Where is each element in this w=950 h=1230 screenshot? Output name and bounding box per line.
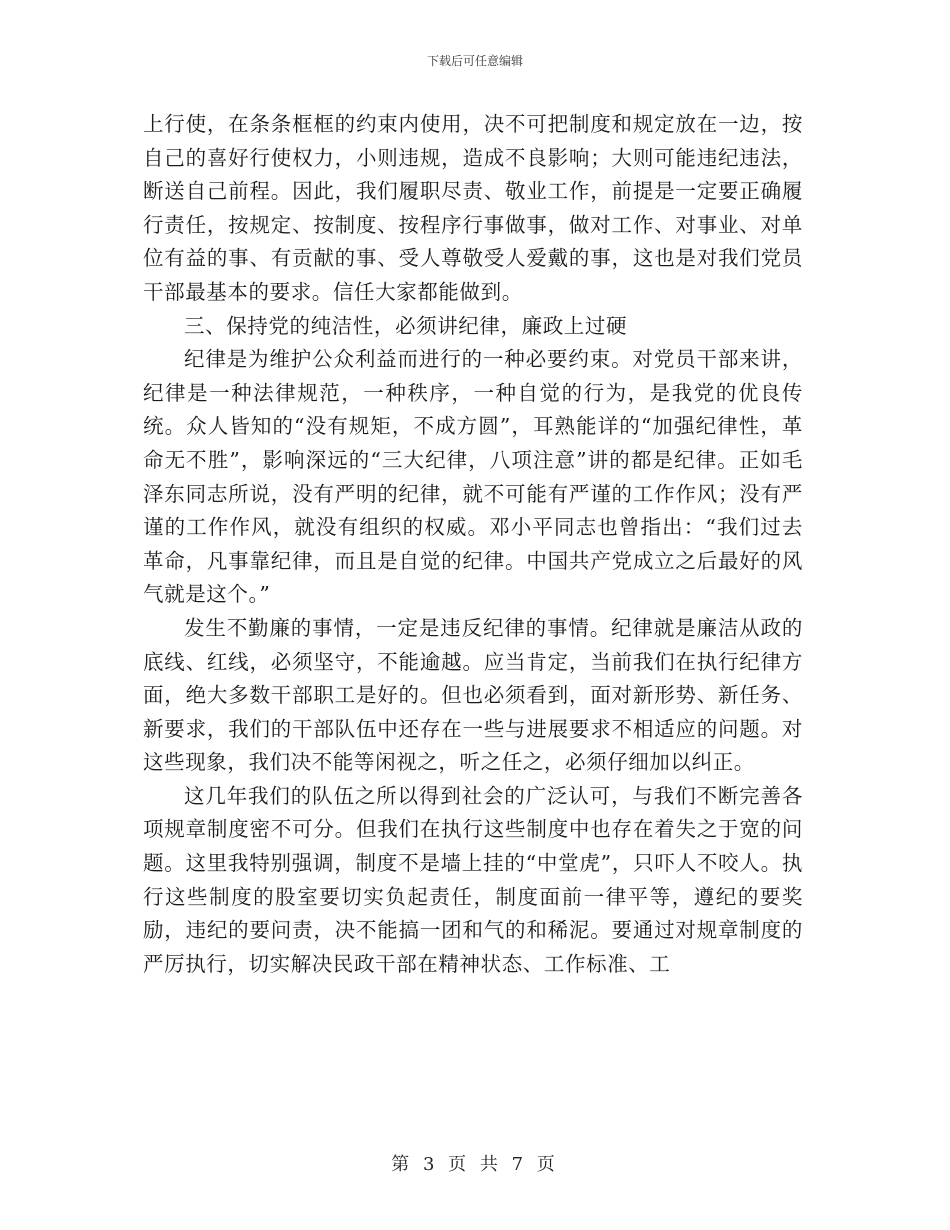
page-header: 下载后可任意编辑 xyxy=(426,54,523,68)
paragraph: 纪律是为维护公众利益而进行的一种必要约束。对党员干部来讲，纪律是一种法律规范，一种秩序，一种自觉的行为，是我党的优良传统。众人皆知的“没有规矩，不成方圆”，耳熟能详的“加强纪律性，革命无不胜”，影响深远的“三大纪律，八项注意”讲的都是纪律。正如毛泽东同志所说，没有严明的纪律，就不可能有严谨的工作作风；没有严谨的工作作风，就没有组织的权威。邓小平同志也曾指出：“我们过去革命，凡事靠纪律，而且是自觉的纪律。中国共产党成立之后最好的风气就是这个。” xyxy=(143,347,803,607)
paragraph-continuation: 上行使，在条条框框的约束内使用，决不可把制度和规定放在一边，按自己的喜好行使权力，小则违规，造成不良影响；大则可能违纪违法，断送自己前程。因此，我们履职尽责、敬业工作，前提是一定要正确履行责任，按规定、按制度、按程序行事做事，做对工作、对事业、对单位有益的事、有贡献的事、受人尊敬受人爱戴的事，这也是对我们党员干部最基本的要求。信任大家都能做到。 xyxy=(143,112,803,304)
document-body xyxy=(143,108,803,981)
paragraph: 这几年我们的队伍之所以得到社会的广泛认可，与我们不断完善各项规章制度密不可分。但我们在执行这些制度中也存在着失之于宽的问题。这里我特别强调，制度不是墙上挂的“中堂虎”，只吓人不咬人。执行这些制度的股室要切实负起责任，制度面前一律平等，遵纪的要奖励，违纪的要问责，决不能搞一团和气的和稀泥。要通过对规章制度的严厉执行，切实解决民政干部在精神状态、工作标准、工 xyxy=(143,783,803,976)
page-footer: 第 3 页 共 7 页 xyxy=(391,1154,559,1175)
paragraph: 发生不勤廉的事情，一定是违反纪律的事情。纪律就是廉洁从政的底线、红线，必须坚守，不能逾越。应当肯定，当前我们在执行纪律方面，绝大多数干部职工是好的。但也必须看到，面对新形势、新任务、新要求，我们的干部队伍中还存在一些与进展要求不相适应的问题。对这些现象，我们决不能等闲视之，听之任之，必须仔细加以纠正。 xyxy=(143,615,803,775)
section-heading: 三、保持党的纯洁性，必须讲纪律，廉政上过硬 xyxy=(184,313,628,338)
